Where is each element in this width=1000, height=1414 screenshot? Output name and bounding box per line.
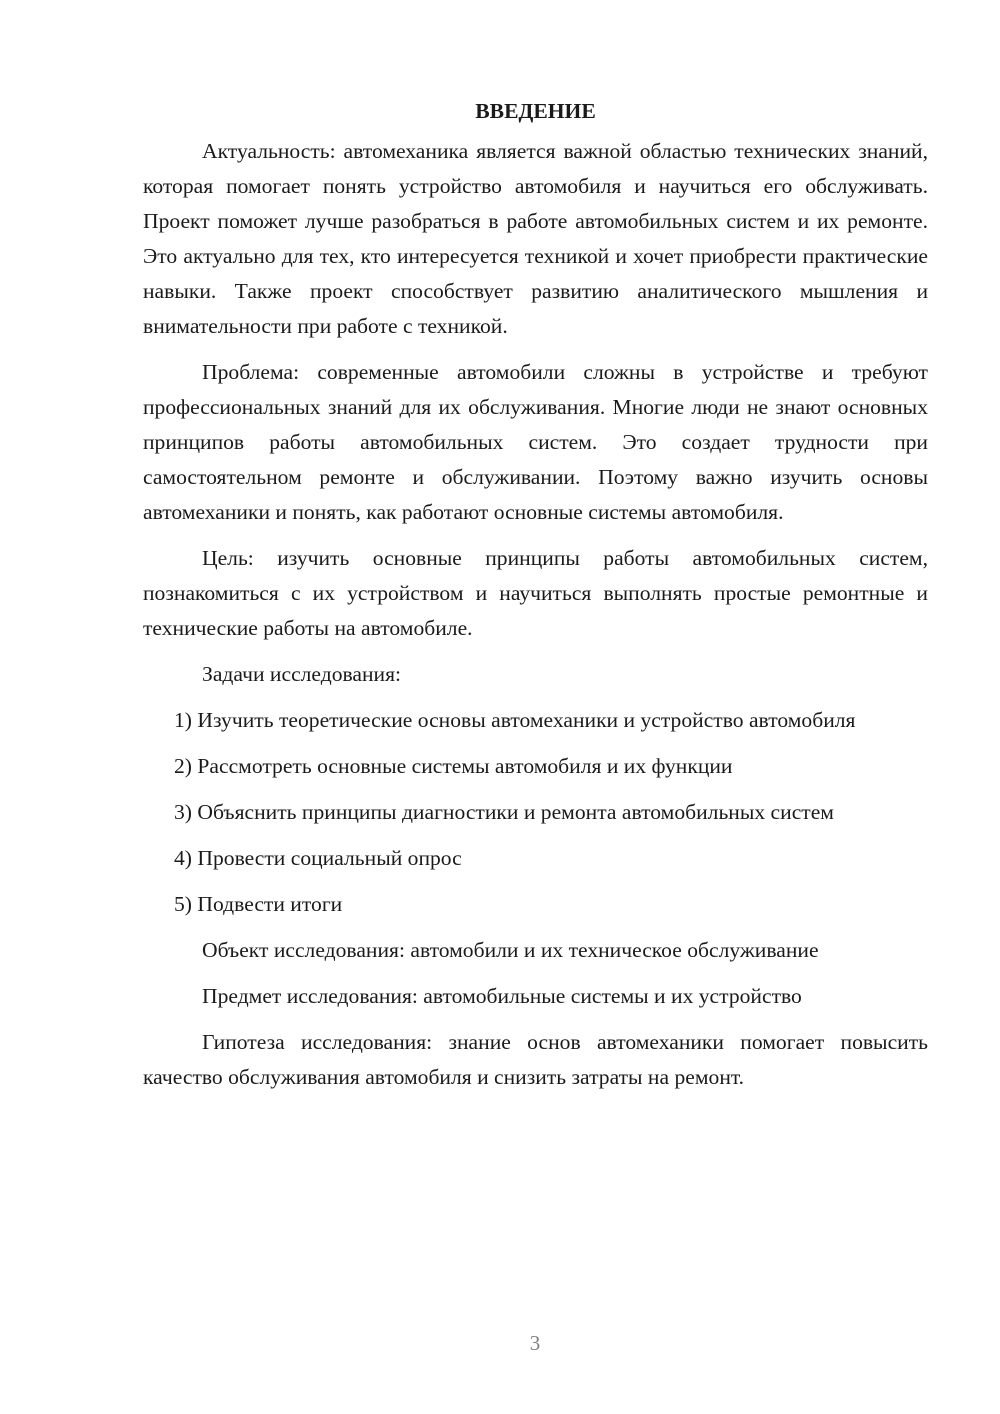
list-item: 1) Изучить теоретические основы автомеханики и устройство автомобиля: [174, 708, 856, 732]
list-item: 3) Объяснить принципы диагностики и ремонта автомобильных систем: [174, 800, 834, 824]
paragraph-problem: Проблема: современные автомобили сложны в устройстве и требуют профессиональных знаний для их обслуживания. Многие люди не знают основных принципов работы автомобильных систем. Это создает трудности при самостоятельном ремонте и обслуживании. Поэтому важно изучить основы автомеханики и понять, как работают основные системы автомобиля.: [143, 360, 928, 524]
paragraph-goal: Цель: изучить основные принципы работы автомобильных систем, познакомиться с их устройством и научиться выполнять простые ремонтные и технические работы на автомобиле.: [143, 546, 928, 640]
research-object: Объект исследования: автомобили и их техническое обслуживание: [202, 938, 819, 962]
document-page: [143, 95, 928, 1106]
document-title: ВВЕДЕНИЕ: [475, 99, 596, 123]
list-item: 4) Провести социальный опрос: [174, 846, 462, 870]
tasks-heading: Задачи исследования:: [202, 662, 402, 686]
list-item: 2) Рассмотреть основные системы автомобиля и их функции: [174, 754, 733, 778]
research-subject: Предмет исследования: автомобильные системы и их устройство: [202, 984, 802, 1008]
list-item: 5) Подвести итоги: [174, 892, 343, 916]
page-number: 3: [529, 1331, 541, 1355]
paragraph-relevance: Актуальность: автомеханика является важной областью технических знаний, которая помогает понять устройство автомобиля и научиться его обслуживать. Проект поможет лучше разобраться в работе автомобильных систем и их ремонте. Это актуально для тех, кто интересуется техникой и хочет приобрести практические навыки. Также проект способствует развитию аналитического мышления и внимательности при работе с техникой.: [143, 139, 928, 338]
research-hypothesis: Гипотеза исследования: знание основ автомеханики помогает повысить качество обслуживания автомобиля и снизить затраты на ремонт.: [143, 1030, 928, 1089]
